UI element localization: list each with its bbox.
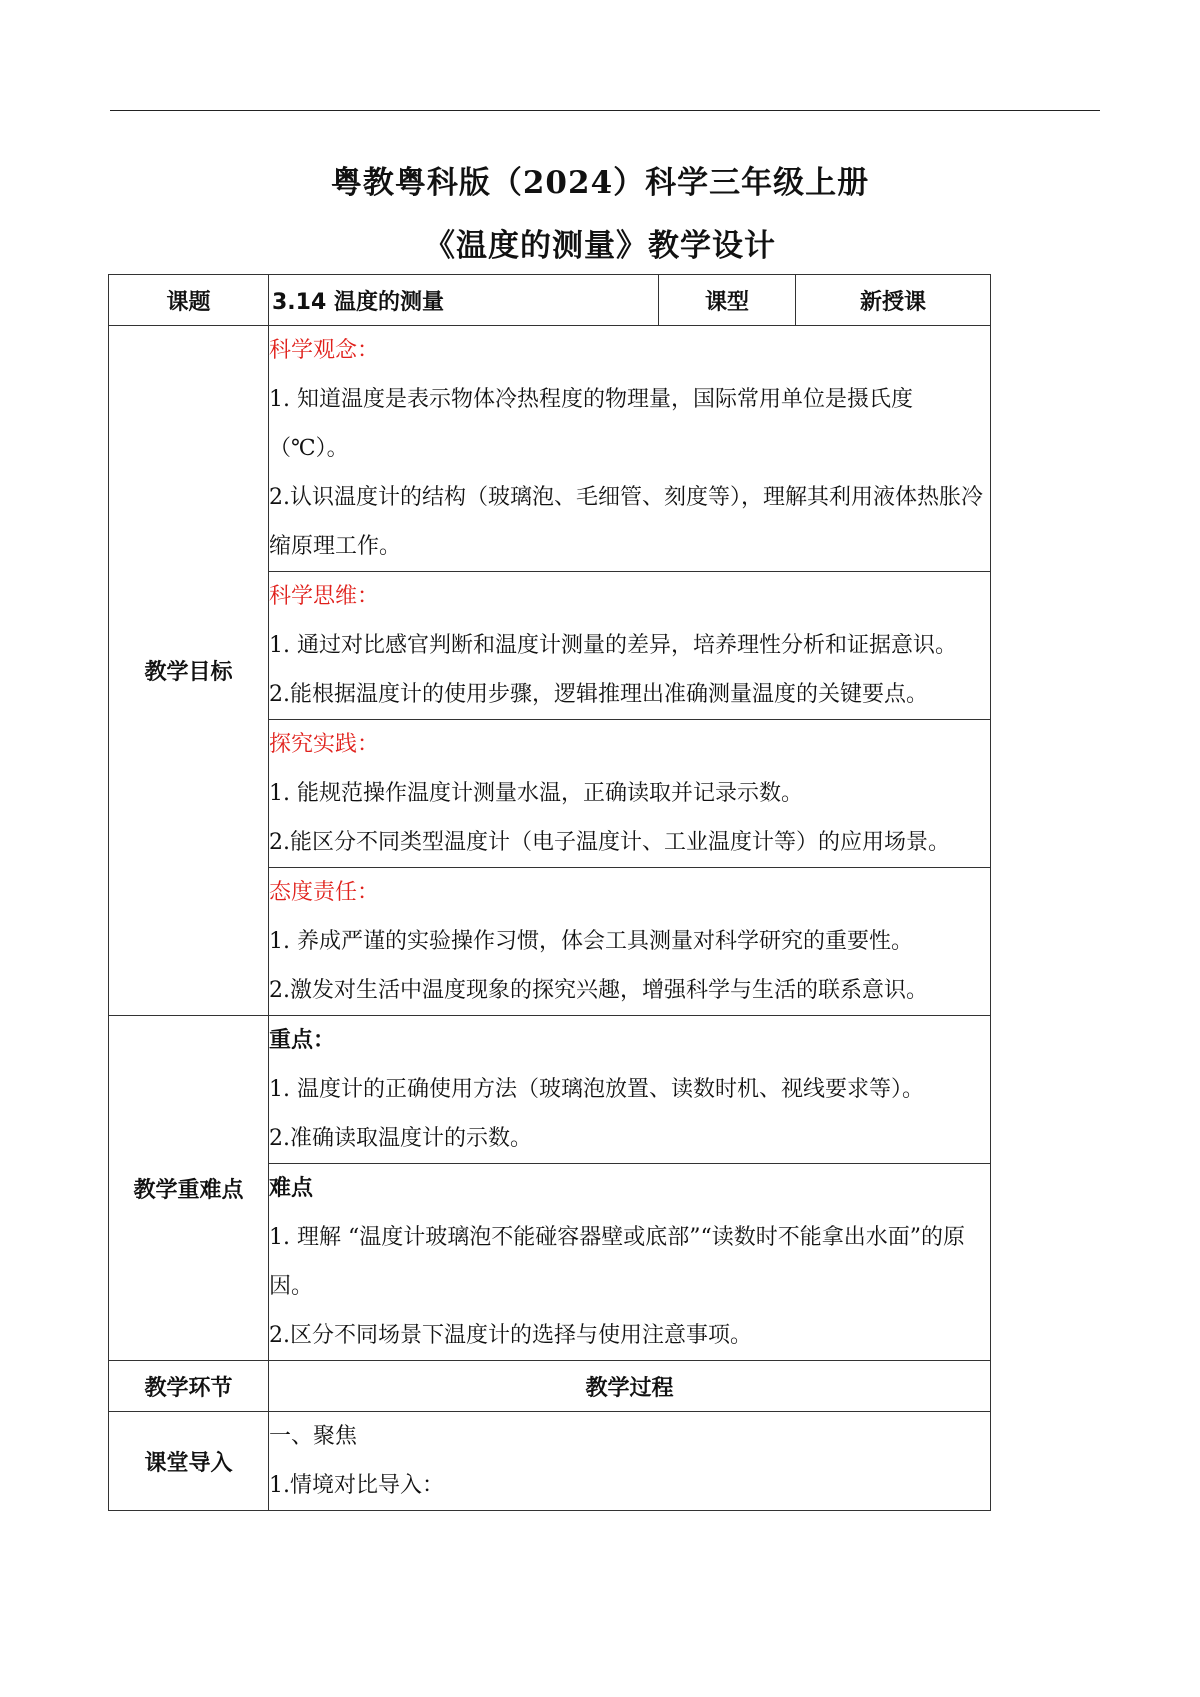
intro-row (109, 1412, 991, 1511)
lesson-type-label: 课型 (659, 275, 796, 326)
header-rule (110, 110, 1100, 111)
topic-label: 课题 (109, 275, 269, 326)
objective-item: 1. 养成严谨的实验操作习惯，体会工具测量对科学研究的重要性。 (269, 929, 913, 954)
objectives-label: 教学目标 (109, 326, 269, 1016)
keypoint-section-difficulty (269, 1164, 991, 1361)
intro-content (269, 1412, 991, 1511)
objective-section-practice (269, 720, 991, 868)
objectives-row-1 (109, 326, 991, 572)
objective-item: 2.激发对生活中温度现象的探究兴趣，增强科学与生活的联系意识。 (269, 978, 928, 1003)
section-heading: 重点： (269, 1028, 336, 1053)
section-heading: 探究实践： (269, 732, 380, 757)
topic-value: 3.14 温度的测量 (269, 275, 659, 326)
section-heading: 难点 (269, 1176, 314, 1201)
intro-item: 1.情境对比导入： (269, 1473, 444, 1498)
intro-item: 一、聚焦 (269, 1424, 358, 1449)
document-title: 粤教粤科版（2024）科学三年级上册 (330, 165, 870, 201)
lesson-plan-table (108, 274, 991, 1511)
keypoint-item: 1. 理解 “温度计玻璃泡不能碰容器壁或底部”“读数时不能拿出水面”的原因。 (269, 1225, 965, 1299)
section-heading: 科学思维： (269, 584, 380, 609)
objective-item: 2.认识温度计的结构（玻璃泡、毛细管、刻度等），理解其利用液体热胀冷缩原理工作。 (269, 485, 983, 559)
stage-label: 教学环节 (109, 1361, 269, 1412)
objective-item: 2.能根据温度计的使用步骤，逻辑推理出准确测量温度的关键要点。 (269, 682, 928, 707)
intro-label: 课堂导入 (109, 1412, 269, 1511)
objective-item: 1. 知道温度是表示物体冷热程度的物理量，国际常用单位是摄氏度（℃）。 (269, 387, 913, 461)
keypoints-label: 教学重难点 (109, 1016, 269, 1361)
objective-section-attitude (269, 868, 991, 1016)
process-label: 教学过程 (269, 1361, 991, 1412)
objective-item: 1. 能规范操作温度计测量水温，正确读取并记录示数。 (269, 781, 803, 806)
keypoint-section-focus (269, 1016, 991, 1164)
keypoints-row-1 (109, 1016, 991, 1164)
objective-section-concept (269, 326, 991, 572)
section-heading: 态度责任： (269, 880, 380, 905)
objective-item: 2.能区分不同类型温度计（电子温度计、工业温度计等）的应用场景。 (269, 830, 950, 855)
keypoint-item: 2.区分不同场景下温度计的选择与使用注意事项。 (269, 1323, 752, 1348)
keypoint-item: 2.准确读取温度计的示数。 (269, 1126, 532, 1151)
section-heading: 科学观念： (269, 338, 380, 363)
objective-section-thinking (269, 572, 991, 720)
lesson-type-value: 新授课 (796, 275, 991, 326)
process-header-row (109, 1361, 991, 1412)
objective-item: 1. 通过对比感官判断和温度计测量的差异，培养理性分析和证据意识。 (269, 633, 957, 658)
keypoint-item: 1. 温度计的正确使用方法（玻璃泡放置、读数时机、视线要求等）。 (269, 1077, 924, 1102)
document-subtitle: 《温度的测量》教学设计 (424, 228, 776, 264)
header-row (109, 275, 991, 326)
